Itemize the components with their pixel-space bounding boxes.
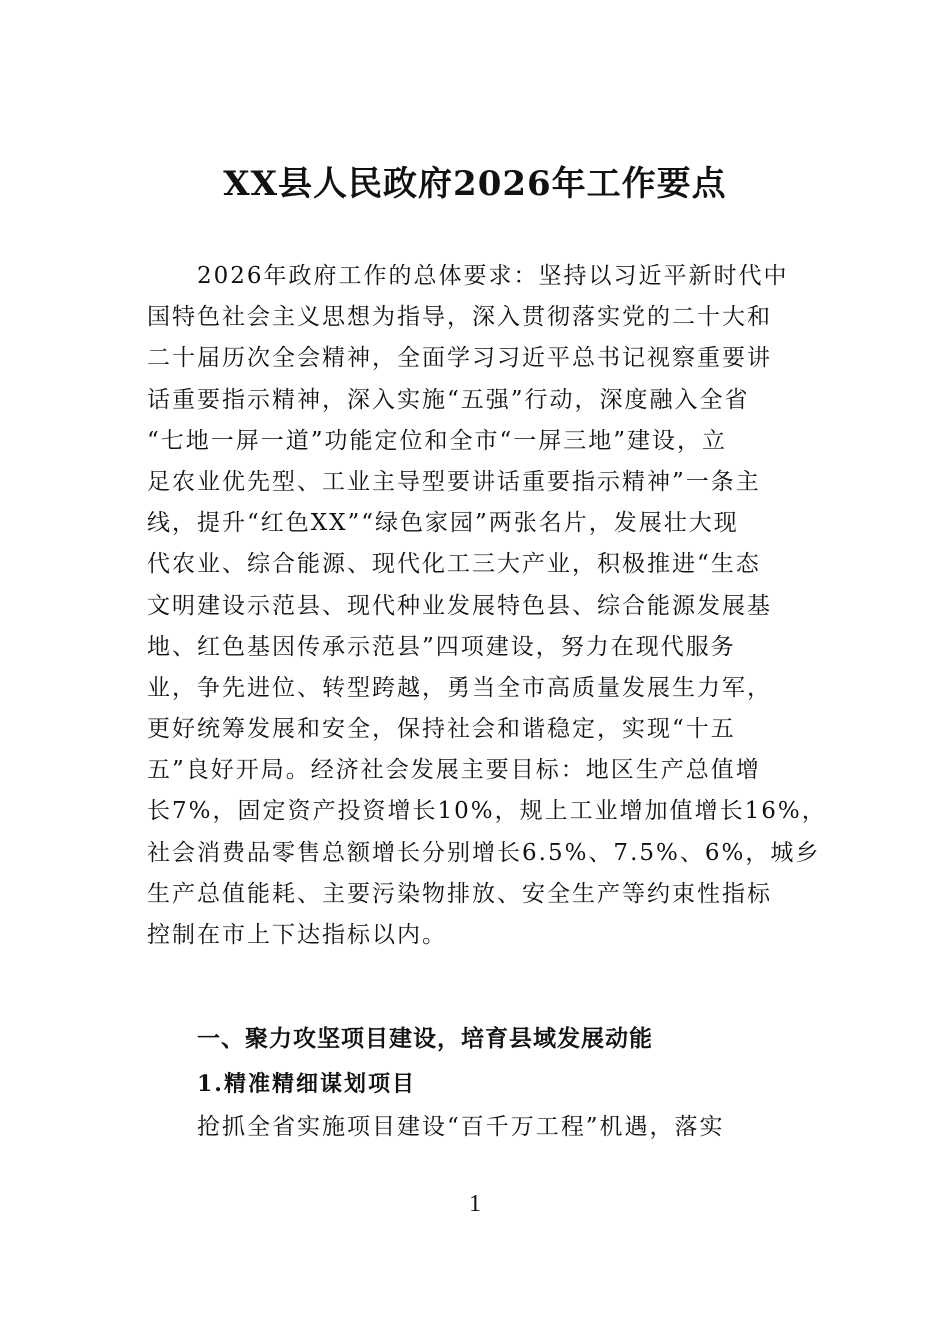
paragraph-line: 生产总值能耗、主要污染物排放、安全生产等约束性指标	[147, 880, 772, 907]
paragraph-line: 文明建设示范县、现代种业发展特色县、综合能源发展基	[147, 592, 772, 619]
paragraph-line: 长7%，固定资产投资增长10%，规上工业增加值增长16%，	[147, 798, 827, 825]
section-heading: 一、聚力攻坚项目建设，培育县域发展动能	[197, 1026, 653, 1052]
paragraph-line: “七地一屏一道”功能定位和全市“一屏三地”建设，立	[147, 427, 728, 454]
paragraph-line: 业，争先进位、转型跨越，勇当全市高质量发展生力军，	[147, 674, 772, 701]
document-title: XX县人民政府2026年工作要点	[223, 164, 727, 204]
paragraph-line: 五”良好开局。经济社会发展主要目标：地区生产总值增	[147, 757, 761, 784]
paragraph-line: 代农业、综合能源、现代化工三大产业，积极推进“生态	[147, 551, 761, 578]
subsection-heading: 1.精准精细谋划项目	[197, 1071, 416, 1097]
paragraph-line: 控制在市上下达指标以内。	[147, 922, 447, 948]
paragraph-line: 更好统筹发展和安全，保持社会和谐稳定，实现“十五	[147, 716, 736, 743]
paragraph-line: 话重要指示精神，深入实施“五强”行动，深度融入全省	[147, 386, 750, 413]
paragraph-line: 线，提升“红色XX”“绿色家园”两张名片，发展壮大现	[147, 510, 739, 537]
paragraph-line: 国特色社会主义思想为指导，深入贯彻落实党的二十大和	[147, 304, 772, 331]
paragraph-line: 二十届历次全会精神，全面学习习近平总书记视察重要讲	[147, 345, 772, 372]
paragraph-line: 地、红色基因传承示范县”四项建设，努力在现代服务	[147, 633, 736, 660]
paragraph-line: 2026年政府工作的总体要求：坚持以习近平新时代中	[147, 263, 789, 289]
intro-paragraph	[147, 256, 827, 956]
subsection-paragraph: 抢抓全省实施项目建设“百千万工程”机遇，落实	[197, 1114, 725, 1140]
paragraph-line: 足农业优先型、工业主导型要讲话重要指示精神”一条主	[147, 468, 761, 495]
paragraph-line: 社会消费品零售总额增长分别增长6.5%、7.5%、6%，城乡	[147, 839, 821, 866]
page-number: 1	[469, 1191, 481, 1217]
